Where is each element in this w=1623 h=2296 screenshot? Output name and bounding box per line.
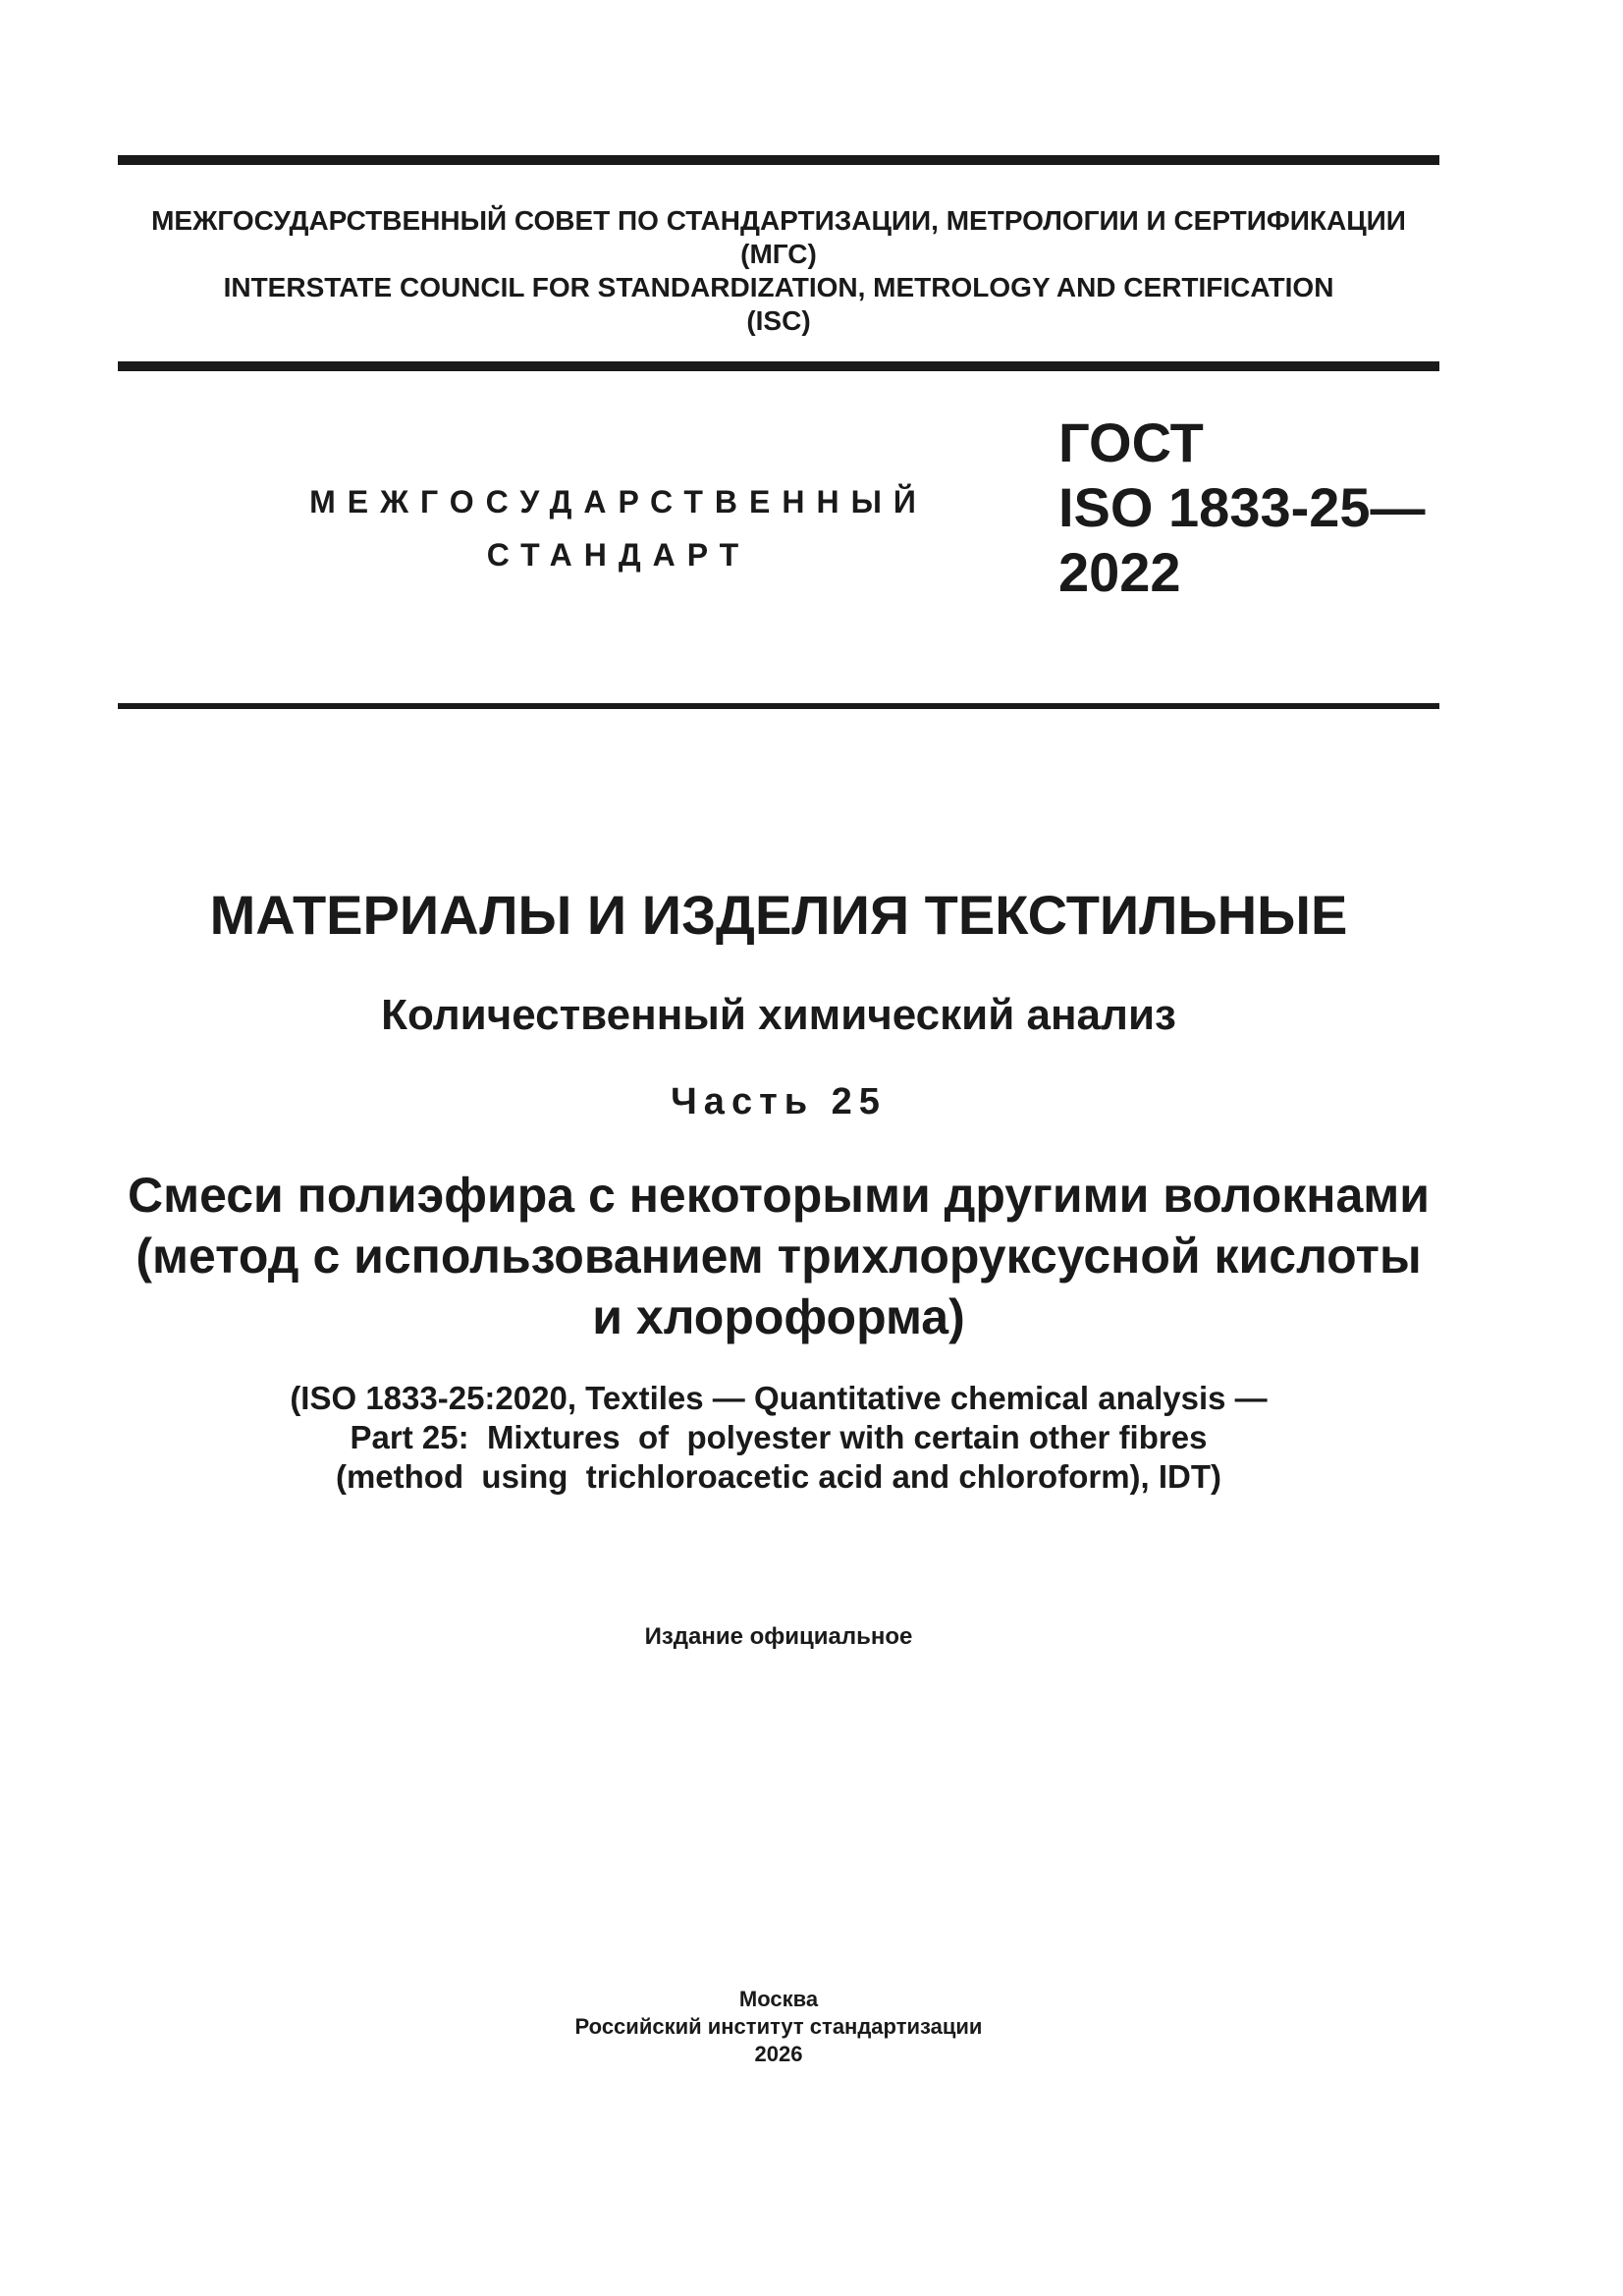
designation-rule	[118, 703, 1439, 709]
council-abbr-ru: (МГС)	[740, 239, 817, 269]
publisher-city: Москва	[738, 1987, 819, 2011]
publisher-institute: Российский институт стандартизации	[574, 2014, 983, 2039]
iso-reference-line-3: (method using trichloroacetic acid and chloroform), IDT)	[335, 1458, 1222, 1495]
edition-note: Издание официальное	[644, 1623, 913, 1650]
standard-type-line-1: МЕЖГОСУДАРСТВЕННЫЙ	[309, 484, 928, 519]
part-number: Часть 25	[671, 1081, 887, 1122]
subtitle: Количественный химический анализ	[381, 991, 1176, 1039]
publisher-year: 2026	[754, 2042, 803, 2066]
part-title	[118, 1165, 1439, 1347]
standard-type-line-2: СТАНДАРТ	[486, 537, 751, 573]
part-title-line-3: и хлороформа)	[592, 1289, 965, 1344]
header-rule	[118, 361, 1439, 371]
publisher-block	[118, 1986, 1439, 2068]
standard-type-label	[295, 475, 943, 581]
part-title-line-2: (метод с использованием трихлоруксусной кислоты	[135, 1229, 1422, 1284]
designation-line-1: ГОСТ	[1058, 411, 1204, 473]
iso-reference	[118, 1379, 1439, 1497]
designation-line-2: ISO 1833-25—	[1058, 476, 1426, 538]
council-abbr-en: (ISC)	[746, 305, 811, 336]
part-title-line-1: Смеси полиэфира с некоторыми другими волокнами	[127, 1168, 1430, 1223]
council-header	[118, 204, 1439, 338]
main-title: МАТЕРИАЛЫ И ИЗДЕЛИЯ ТЕКСТИЛЬНЫЕ	[209, 884, 1348, 946]
designation-line-3: 2022	[1058, 541, 1181, 603]
top-rule	[118, 155, 1439, 165]
council-name-en: INTERSTATE COUNCIL FOR STANDARDIZATION, METROLOGY AND CERTIFICATION	[223, 272, 1334, 302]
council-name-ru: МЕЖГОСУДАРСТВЕННЫЙ СОВЕТ ПО СТАНДАРТИЗАЦИИ, МЕТРОЛОГИИ И СЕРТИФИКАЦИИ	[151, 205, 1406, 236]
iso-reference-line-1: (ISO 1833-25:2020, Textiles — Quantitative chemical analysis —	[290, 1380, 1268, 1416]
standard-designation	[1058, 410, 1426, 605]
iso-reference-line-2: Part 25: Mixtures of polyester with certain other fibres	[350, 1419, 1208, 1455]
